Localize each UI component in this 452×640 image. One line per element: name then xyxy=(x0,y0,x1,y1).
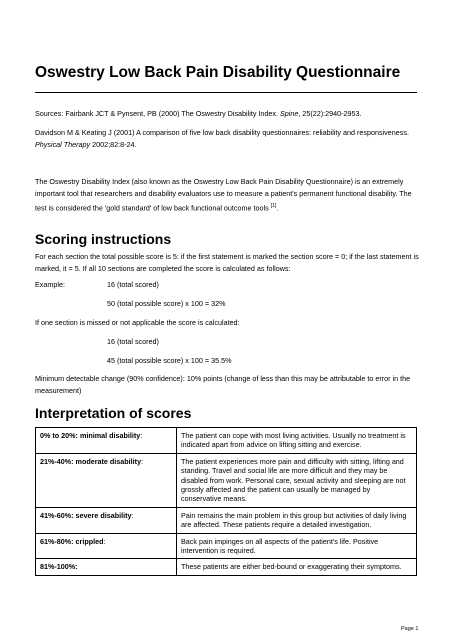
table-row xyxy=(36,428,417,454)
score-description: The patient experiences more pain and difficulty with sitting, lifting and standing. Travel and social life are more difficult and they may be disabled from work. Personal care, sexual activity and sleeping are not grossly affected and the patient can usually be managed by conservative means. xyxy=(177,453,417,507)
table-row xyxy=(36,507,417,533)
score-description: These patients are either bed-bound or exaggerating their symptoms. xyxy=(177,559,417,575)
score-range: 61%-80%: crippled: xyxy=(36,533,177,559)
score-range: 81%-100%: xyxy=(36,559,177,575)
score-range: 21%-40%: moderate disability: xyxy=(36,453,177,507)
table-row xyxy=(36,533,417,559)
table-row xyxy=(36,559,417,575)
document-title: Oswestry Low Back Pain Disability Questionnaire xyxy=(35,64,401,81)
source-citation-1: Sources: Fairbank JCT & Pynsent, PB (2000) The Oswestry Disability Index. Spine, 25(22):2940-2953. xyxy=(35,109,362,118)
scoring-heading: Scoring instructions xyxy=(35,231,172,247)
minimum-detectable-change: Minimum detectable change (90% confidence): 10% points (change of less than this may be attributable to error in the measurement) xyxy=(35,374,411,395)
example-label: Example: xyxy=(35,280,65,289)
score-range: 41%-60%: severe disability: xyxy=(36,507,177,533)
score-description: Pain remains the main problem in this group but activities of daily living are affected. These patients require a detailed investigation. xyxy=(177,507,417,533)
missed-section-paragraph: If one section is missed or not applicable the score is calculated: xyxy=(35,318,240,327)
journal-name: Physical Therapy xyxy=(35,140,91,149)
score-range: 0% to 20%: minimal disability: xyxy=(36,428,177,454)
title-rule xyxy=(35,92,417,93)
intro-paragraph: The Oswestry Disability Index (also known as the Oswestry Low Back Pain Disability Questionnaire) is an extremely important tool that researchers and disability evaluators use to measure a patient's permanent functional disability. The test is considered the 'gold standard' of low back functional outcome tools [1]. xyxy=(35,177,412,213)
example-line-1: 16 (total scored) xyxy=(107,280,159,289)
score-description: Back pain impinges on all aspects of the patient's life. Positive intervention is required. xyxy=(177,533,417,559)
table-row xyxy=(36,453,417,507)
example-line-2: 50 (total possible score) x 100 = 32% xyxy=(107,299,226,308)
source-citation-2: Davidson M & Keating J (2001) A comparison of five low back disability questionnaires: reliability and responsiveness. Physical Therapy 2002;82:8-24. xyxy=(35,128,409,149)
missed-line-2: 45 (total possible score) x 100 = 35.5% xyxy=(107,356,232,365)
interpretation-heading: Interpretation of scores xyxy=(35,405,192,421)
score-description: The patient can cope with most living activities. Usually no treatment is indicated apart from advice on lifting sitting and exercise. xyxy=(177,428,417,454)
journal-name: Spine xyxy=(280,109,299,118)
missed-line-1: 16 (total scored) xyxy=(107,337,159,346)
reference-marker: [1] xyxy=(270,203,277,209)
page-number: Page 1 xyxy=(401,626,419,632)
scoring-paragraph: For each section the total possible score is 5: if the first statement is marked the section score = 0; if the last statement is marked, it = 5. If all 10 sections are completed the score is calculated as follows: xyxy=(35,252,419,273)
interpretation-table xyxy=(35,427,417,576)
